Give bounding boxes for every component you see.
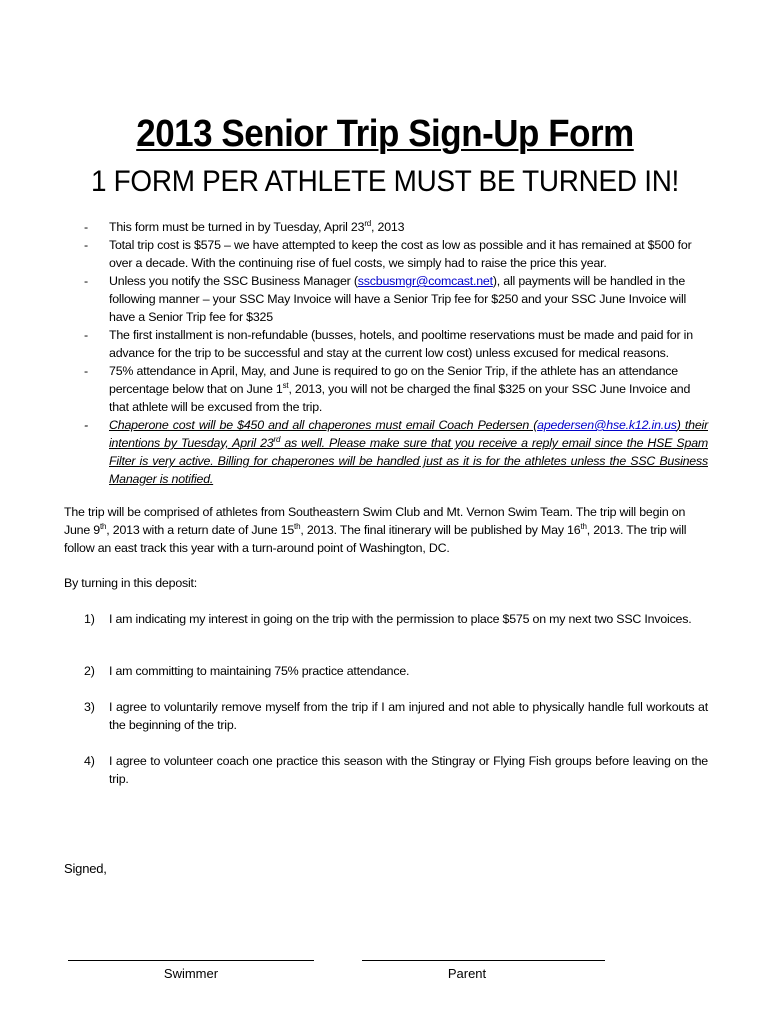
deposit-intro: By turning in this deposit: xyxy=(64,576,198,590)
info-bullet-list xyxy=(84,218,708,488)
coach-email-link[interactable]: apedersen@hse.k12.in.us xyxy=(537,418,677,432)
agreement-item-1: 1) I am indicating my interest in going on the trip with the permission to place $575 on my next two SSC Invoices. xyxy=(84,612,692,626)
agreement-item-2: 2) I am committing to maintaining 75% practice attendance. xyxy=(84,664,410,678)
parent-signature-label: Parent xyxy=(447,966,487,981)
page-title: 2013 Senior Trip Sign-Up Form xyxy=(136,113,634,155)
parent-signature-line[interactable] xyxy=(362,960,605,961)
bullet-non-refundable: - The first installment is non-refundable (busses, hotels, and pooltime reservations must be made and paid for in advance for the trip to be successful and stay at the current low cost) unless excused for medical reasons. xyxy=(84,326,708,362)
swimmer-signature-label: Swimmer xyxy=(163,966,219,981)
swimmer-signature-line[interactable] xyxy=(68,960,314,961)
bullet-trip-cost: - Total trip cost is $575 – we have attempted to keep the cost as low as possible and it has remained at $500 for over a decade. With the continuing rise of fuel costs, we simply had to raise the price this year. xyxy=(84,236,708,272)
bullet-deadline: - This form must be turned in by Tuesday, April 23rd, 2013 xyxy=(84,218,708,236)
trip-paragraph: The trip will be comprised of athletes from Southeastern Swim Club and Mt. Vernon Swim Team. The trip will begin on June 9th, 2013 with a return date of June 15th, 2013. The final itinerary will be published by May 16th, 2013. The trip will follow an east track this year with a turn-around point of Washington, DC. xyxy=(64,505,687,555)
signed-label: Signed, xyxy=(64,861,107,876)
bullet-chaperone: - Chaperone cost will be $450 and all chaperones must email Coach Pedersen (apedersen@hse.k12.in.us) their intentions by Tuesday, April 23rd as well. Please make sure that you receive a reply email since the HSE Spam Filter is very active. Billing for chaperones will be handled just as it is for the athletes unless the SSC Business Manager is notified. xyxy=(84,416,708,488)
business-manager-email-link[interactable]: sscbusmgr@comcast.net xyxy=(357,274,493,288)
agreement-item-3: 3) I agree to voluntarily remove myself from the trip if I am injured and not able to physically handle full workouts at the beginning of the trip. xyxy=(84,700,708,732)
bullet-payments: - Unless you notify the SSC Business Manager (sscbusmgr@comcast.net), all payments will be handled in the following manner – your SSC May Invoice will have a Senior Trip fee for $250 and your SSC June Invoice will have a Senior Trip fee for $325 xyxy=(84,272,708,326)
agreement-item-4: 4) I agree to volunteer coach one practice this season with the Stingray or Flying Fish groups before leaving on the trip. xyxy=(84,754,708,786)
page-subtitle: 1 FORM PER ATHLETE MUST BE TURNED IN! xyxy=(90,165,680,198)
bullet-attendance: - 75% attendance in April, May, and June is required to go on the Senior Trip, if the athlete has an attendance percentage below that on June 1st, 2013, you will not be charged the final $325 on your SSC June Invoice and that athlete will be excused from the trip. xyxy=(84,362,708,416)
